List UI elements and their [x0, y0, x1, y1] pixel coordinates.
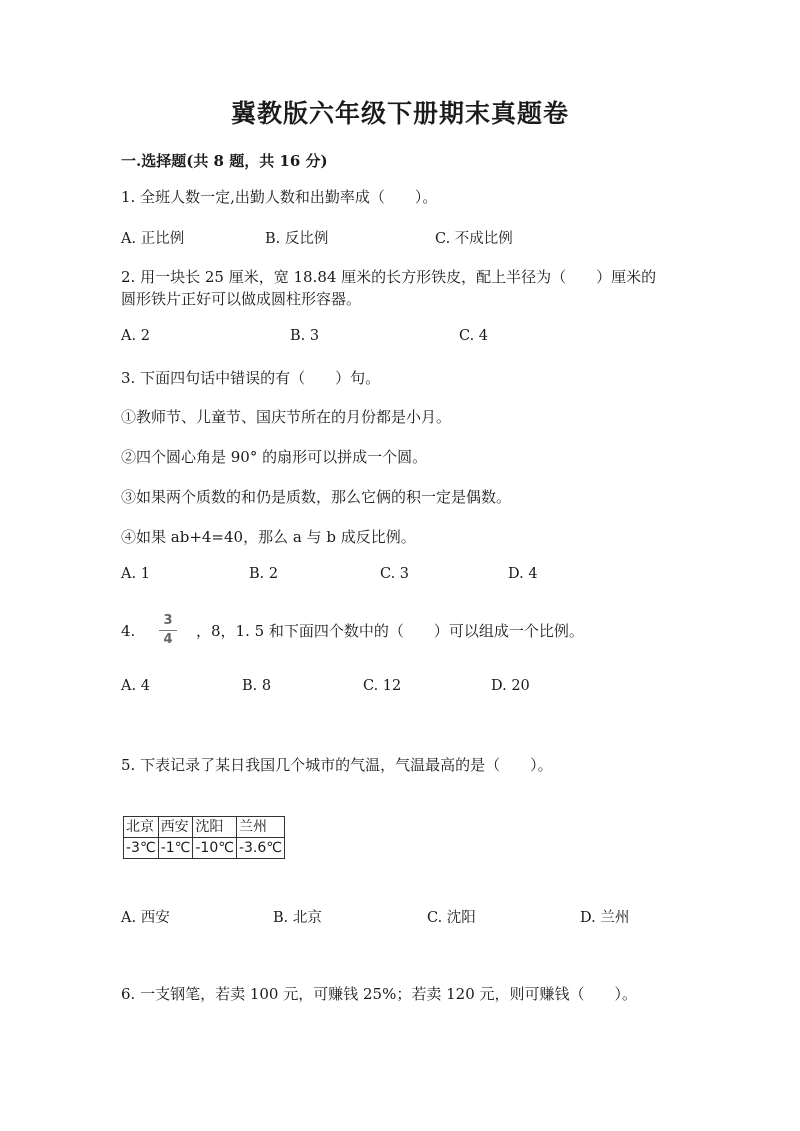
question-2-option-c: C. 4: [459, 328, 489, 344]
question-3-option-c: C. 3: [380, 566, 410, 582]
question-2-line-2: 圆形铁片正好可以做成圆柱形容器。: [121, 290, 362, 308]
fraction-denominator: 4: [163, 632, 173, 647]
question-4-option-b: B. 8: [242, 678, 272, 694]
question-4-number: 4.: [121, 622, 136, 640]
question-3-statement-1: ①教师节、儿童节、国庆节所在的月份都是小月。: [121, 408, 452, 426]
table-cell: 兰州: [236, 817, 284, 838]
table-cell: 西安: [158, 817, 193, 838]
question-5-option-c: C. 沈阳: [427, 910, 476, 926]
question-1-option-c: C. 不成比例: [435, 231, 513, 247]
question-3-text: 3. 下面四句话中错误的有（ ）句。: [121, 369, 381, 387]
section-heading: 一.选择题(共 8 题，共 16 分): [121, 152, 328, 170]
question-1-option-b: B. 反比例: [265, 231, 329, 247]
question-5-option-d: D. 兰州: [580, 910, 630, 926]
fraction-bar: [159, 630, 177, 631]
question-4-fraction: [158, 613, 178, 648]
question-3-option-b: B. 2: [249, 566, 279, 582]
page-title: 冀教版六年级下册期末真题卷: [230, 99, 569, 128]
question-5-option-b: B. 北京: [273, 910, 322, 926]
question-2-option-b: B. 3: [290, 328, 320, 344]
question-5-option-a: A. 西安: [121, 910, 170, 926]
question-3-statement-3: ③如果两个质数的和仍是质数，那么它俩的积一定是偶数。: [121, 488, 512, 506]
table-cell: -3℃: [124, 838, 159, 859]
question-4-option-d: D. 20: [491, 678, 530, 694]
question-3-statement-2: ②四个圆心角是 90° 的扇形可以拼成一个圆。: [121, 448, 428, 466]
question-1-text: 1. 全班人数一定,出勤人数和出勤率成（ ）。: [121, 188, 438, 206]
question-1-option-a: A. 正比例: [121, 231, 185, 247]
table-row-temps: [124, 838, 285, 859]
question-2-line-1: 2. 用一块长 25 厘米，宽 18.84 厘米的长方形铁皮，配上半径为（ ）厘米的: [121, 268, 657, 286]
table-cell: -3.6℃: [236, 838, 284, 859]
table-cell: 北京: [124, 817, 159, 838]
table-row-cities: [124, 817, 285, 838]
question-2-option-a: A. 2: [121, 328, 150, 344]
question-4-option-c: C. 12: [363, 678, 402, 694]
table-cell: 沈阳: [193, 817, 237, 838]
table-cell: -10℃: [193, 838, 237, 859]
question-6-text: 6. 一支钢笔，若卖 100 元，可赚钱 25%；若卖 120 元，则可赚钱（ ）。: [121, 985, 638, 1003]
question-4-text: ，8，1. 5 和下面四个数中的（ ）可以组成一个比例。: [196, 622, 584, 640]
question-5-text: 5. 下表记录了某日我国几个城市的气温，气温最高的是（ ）。: [121, 756, 553, 774]
question-4-option-a: A. 4: [121, 678, 150, 694]
question-3-option-a: A. 1: [121, 566, 150, 582]
temperature-table: [123, 816, 285, 859]
table-cell: -1℃: [158, 838, 193, 859]
question-3-option-d: D. 4: [508, 566, 538, 582]
question-3-statement-4: ④如果 ab+4=40，那么 a 与 b 成反比例。: [121, 528, 416, 546]
fraction-numerator: 3: [163, 613, 173, 628]
